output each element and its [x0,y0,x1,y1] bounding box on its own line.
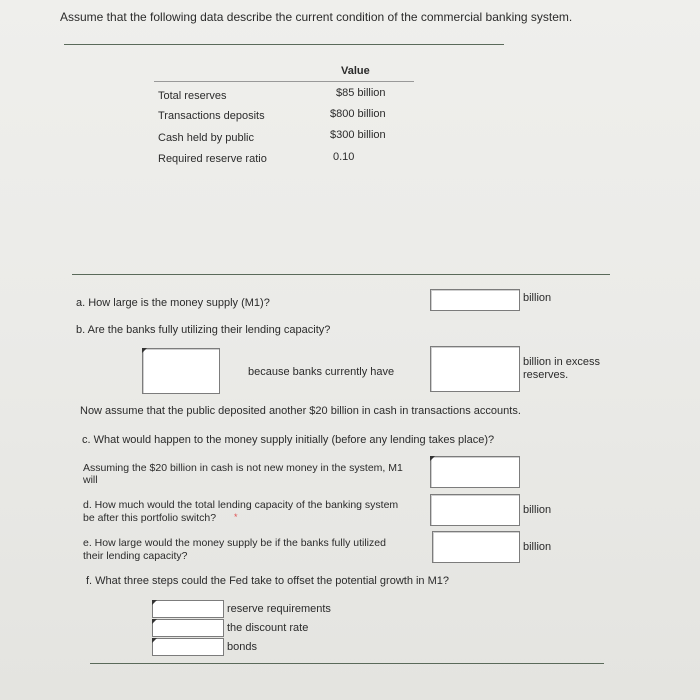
step-2-select[interactable] [152,619,224,637]
question-d-line1: d. How much would the total lending capacity of the banking system [83,499,399,511]
unit-excess-line2: reserves. [523,369,569,381]
divider-top [64,44,504,45]
table-header-rule [154,81,414,82]
row-reserve-ratio-label: Required reserve ratio [158,153,267,165]
table-header-value: Value [341,65,370,77]
row-transactions-deposits-value: $800 billion [330,108,386,120]
question-d-line2: be after this portfolio switch? [83,512,217,524]
intro-text: Assume that the following data describe the current condition of the commercial banking system. [60,10,573,24]
step-3-label: bonds [227,641,257,653]
excess-reserves-input[interactable] [430,346,520,392]
step-2-label: the discount rate [227,622,309,634]
question-c: c. What would happen to the money supply initially (before any lending takes place)? [82,434,495,446]
divider-middle [72,274,610,275]
question-e-line2: their lending capacity? [83,550,188,562]
question-f: f. What three steps could the Fed take to offset the potential growth in M1? [86,575,450,587]
money-supply-input[interactable] [430,289,520,311]
unit-billion-d: billion [523,504,552,516]
m1-change-select[interactable] [430,456,520,488]
question-c-line2: will [83,474,98,486]
step-1-label: reserve requirements [227,603,331,615]
required-marker: * [234,512,238,522]
row-cash-held-value: $300 billion [330,129,386,141]
question-c-line1: Assuming the $20 billion in cash is not new money in the system, M1 [83,462,403,474]
lending-utilization-select[interactable] [142,348,220,394]
row-total-reserves-label: Total reserves [158,90,227,102]
assumption-text: Now assume that the public deposited another $20 billion in cash in transactions accounts. [80,405,521,417]
row-total-reserves-value: $85 billion [336,87,386,99]
unit-excess-line1: billion in excess [523,356,601,368]
unit-billion-e: billion [523,541,552,553]
step-3-select[interactable] [152,638,224,656]
lending-capacity-input[interactable] [430,494,520,526]
unit-billion-a: billion [523,292,552,304]
question-a: a. How large is the money supply (M1)? [76,297,270,309]
row-cash-held-label: Cash held by public [158,132,255,144]
question-e-line1: e. How large would the money supply be if the banks fully utilized [83,537,386,549]
money-supply-full-input[interactable] [432,531,520,563]
because-text: because banks currently have [248,366,395,378]
question-b: b. Are the banks fully utilizing their lending capacity? [76,324,331,336]
row-reserve-ratio-value: 0.10 [333,151,355,163]
row-transactions-deposits-label: Transactions deposits [158,110,265,122]
divider-bottom [90,663,604,664]
step-1-select[interactable] [152,600,224,618]
